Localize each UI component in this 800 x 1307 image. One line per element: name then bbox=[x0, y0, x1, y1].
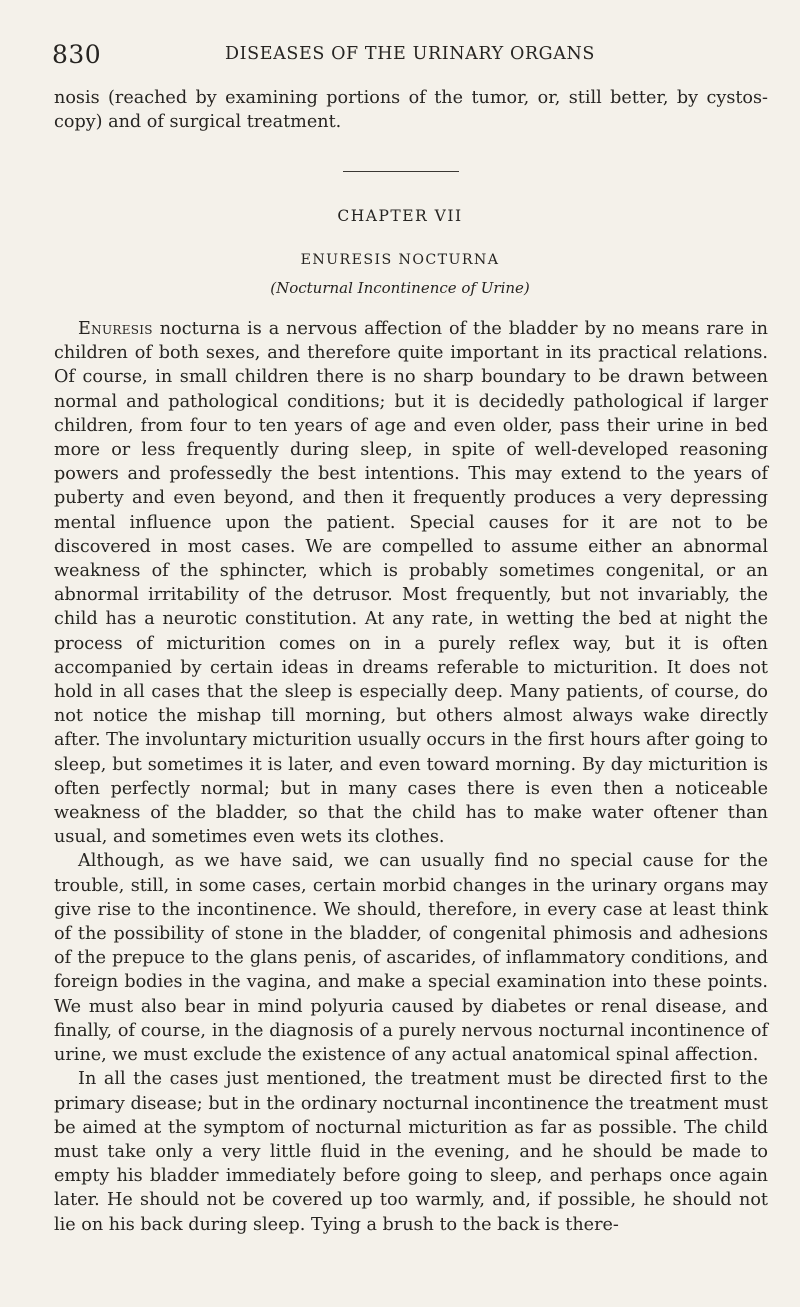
paragraph bbox=[54, 317, 768, 849]
chapter-body bbox=[54, 317, 768, 1237]
chapter-title: CHAPTER VII bbox=[337, 207, 463, 225]
page-number: 830 bbox=[52, 40, 102, 69]
running-title: DISEASES OF THE URINARY ORGANS bbox=[225, 44, 595, 64]
section-divider bbox=[343, 171, 459, 172]
running-head bbox=[52, 40, 768, 70]
paragraph: In all the cases just mentioned, the treatment must be directed first to the primary disease; but in the ordinary nocturnal incontinence the treatment must be aimed at the symptom of nocturnal micturition as far as possible. The child must take only a very little fluid in the evening, and he should be made to empty his bladder immediately before going to sleep, and perhaps once again later. He should not be covered up too warmly, and, if possible, he should not lie on his back during sleep. Tying a brush to the back is there- bbox=[54, 1069, 768, 1235]
paragraph-text: nocturna is a nervous affection of the bladder by no means rare in children of both sexes, and therefore quite important in its practical relations. Of course, in small children there is no sharp boundary to be drawn between normal and pathological conditions; but it is decidedly pathological if larger children, from four to ten years of age and even older, pass their urine in bed more or less frequently during sleep, in spite of well-developed reasoning powers and professedly the best intentions. This may extend to the years of puberty and even beyond, and then it frequently produces a very depressing mental influence upon the patient. Special causes for it are not to be discovered in most cases. We are compelled to assume either an abnormal weakness of the sphincter, which is probably sometimes congenital, or an abnormal irritability of the detrusor. Most frequently, but not invariably, the child has a neurotic constitution. At any rate, in wetting the bed at night the process of micturition comes on in a purely reflex way, but it is often accompanied by certain ideas in dreams referable to micturition. It does not hold in all cases that the sleep is especially deep. Many patients, of course, do not notice the mishap till morning, but others almost always wake directly after. The involuntary micturition usually occurs in the first hours after going to sleep, but sometimes it is later, and even toward morning. By day micturition is often perfectly normal; but in many cases there is even then a noticeable weakness of the bladder, so that the child has to make water oftener than usual, and sometimes even wets its clothes. bbox=[54, 319, 768, 848]
lead-word: Enuresis bbox=[78, 319, 153, 339]
section-subtitle: (Nocturnal Incontinence of Urine) bbox=[270, 279, 530, 297]
section-title: ENURESIS NOCTURNA bbox=[300, 252, 500, 268]
paragraph: Although, as we have said, we can usually find no special cause for the trouble, still, in some cases, certain morbid changes in the urinary organs may give rise to the incontinence. We should, therefore, in every case at least think of the possibility of stone in the bladder, of congenital phimosis and adhesions of the prepuce to the glans penis, of ascarides, of inflammatory conditions, and foreign bodies in the vagina, and make a special examination into these points. We must also bear in mind polyuria caused by diabetes or renal disease, and finally, of course, in the diagnosis of a purely nervous nocturnal incontinence of urine, we must exclude the existence of any actual anatomical spinal affection. bbox=[54, 851, 768, 1066]
intro-fragment: nosis (reached by examining portions of the tumor, or, still better, by cystos-copy) and of surgical treatment. bbox=[54, 88, 768, 133]
